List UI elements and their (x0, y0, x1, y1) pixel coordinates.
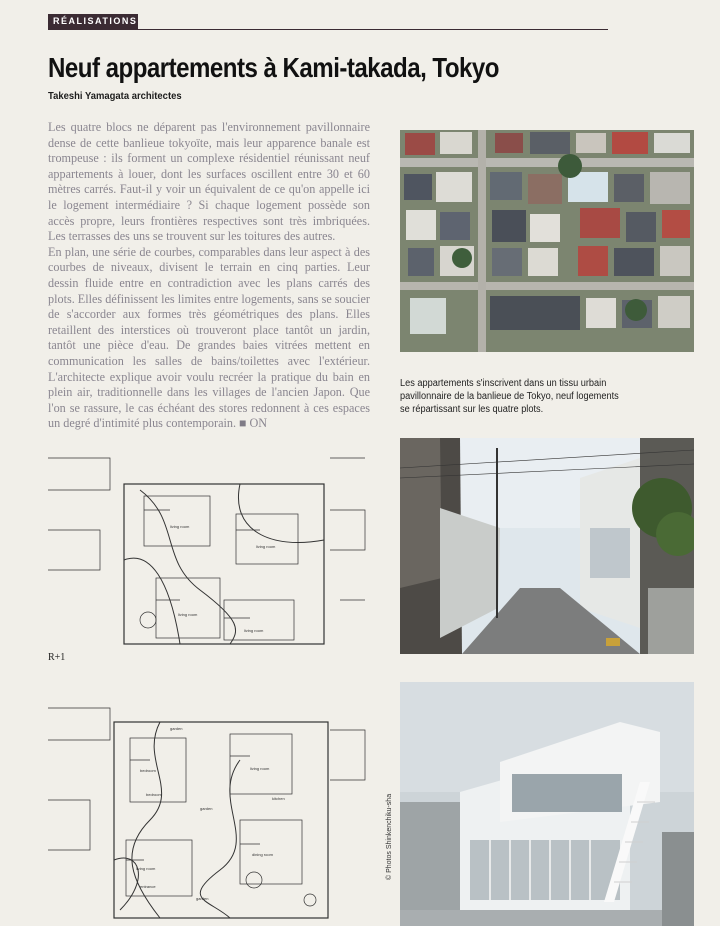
article-signature: ON (249, 416, 268, 431)
room-label: garden (200, 806, 213, 811)
paragraph-2 (48, 245, 370, 432)
room-label: living room (178, 612, 198, 617)
paragraph-1: Les quatre blocs ne déparent pas l'environnement pavillonnaire dense de cette banlieue tokyoïte, mais leur apparence banale est trompeuse : ils forment un complexe résidentiel réunissant neuf appartements à louer, dont les surfaces oscillent entre 30 et 60 mètres carrés. Faut-il y voir un équivalent de ce qu'on appelle ici le logement intermédiaire ? Si chaque logement possède son accès propre, leurs frontières respectives sont très imbriquées. Les terrasses des uns se trouvent sur les toitures des autres. (48, 120, 370, 244)
floor-plan-upper (40, 450, 370, 650)
room-label: entrance (140, 884, 156, 889)
room-label: living room (244, 628, 264, 633)
building-photo (400, 682, 694, 926)
article-title: Neuf appartements à Kami-takada, Tokyo (48, 52, 499, 83)
end-mark-icon: ■ (239, 416, 247, 431)
room-label: living room (250, 766, 270, 771)
photo-credit: © Photos Shinkenchiku-sha (386, 793, 393, 880)
room-label: living room (170, 524, 190, 529)
header-rule (48, 29, 608, 30)
aerial-photo (400, 130, 694, 352)
section-tag: RÉALISATIONS (48, 14, 138, 29)
room-label: bedroom (146, 792, 162, 797)
photo-caption: Les appartements s'inscrivent dans un tissu urbain pavillonnaire de la banlieue de Tokyo, neuf logements se répartissant sur les quatre plots. (400, 378, 619, 415)
room-label: garden (170, 726, 183, 731)
room-label: bedroom (140, 768, 156, 773)
floor-label: R+1 (48, 652, 66, 663)
room-label: garden (196, 896, 209, 901)
article-author: Takeshi Yamagata architectes (48, 90, 182, 102)
article-body (48, 120, 370, 432)
paragraph-2-text: En plan, une série de courbes, comparables dans leur aspect à des courbes de niveaux, divisent le terrain en cinq parties. Leur dessin fluide entre en contradiction avec les plans carrés des plots. Elles définissent les limites entre logements, sans se soucier de s'accorder aux formes très géométriques des plans. Elles retaillent des interstices où trouveront place tantôt un jardin, tantôt une pièce d'eau. De grandes baies vitrées mettent en communication les salles de bains/toilettes avec l'extérieur. L'architecte explique avoir voulu recréer la pratique du bain en plein air, traditionnelle dans les villages de l'ancien Japon. Que l'on se rassure, le cas échéant des stores redonnent à ces espaces un degré d'intimité plus contemporain. (48, 244, 370, 431)
street-photo (400, 438, 694, 654)
room-label: dining room (252, 852, 273, 857)
room-label: living room (256, 544, 276, 549)
floor-plan-ground (40, 700, 370, 920)
room-label: living room (136, 866, 156, 871)
room-label: kitchen (272, 796, 285, 801)
